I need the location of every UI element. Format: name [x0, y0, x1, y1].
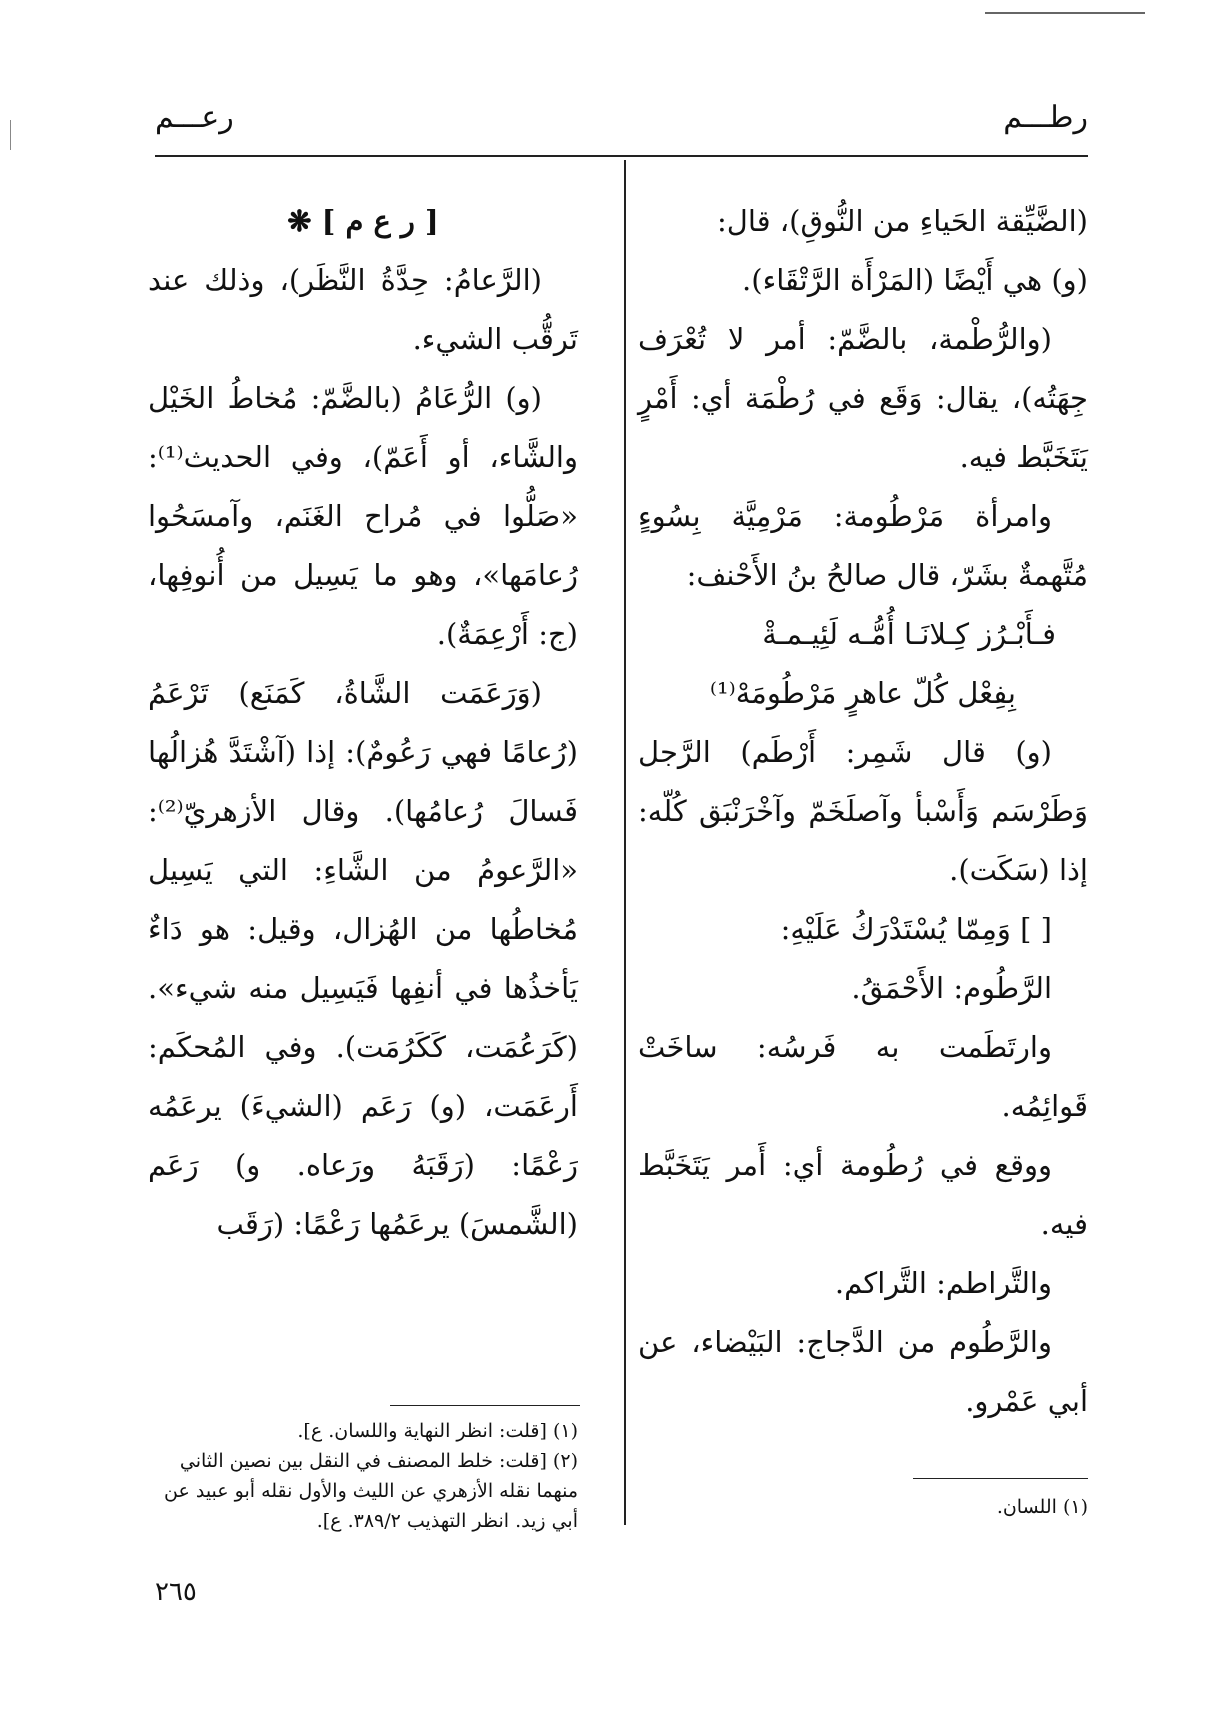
- paragraph: (و) قال شَمِر: أَرْطَم) الرَّجل وَطَرْسَم وَأَسْبأ وآصلَخَمّ وآخْرَنْبَق كُلّه: إذا (سَكَت).: [638, 735, 1088, 887]
- paragraph: (والرُّطْمة، بالضَّمّ: أمر لا تُعْرَف جِهَتُه)، يقال: وَقَع في رُطْمَة أي: أَمْرٍ يَتَخَبَّط فيه.: [638, 322, 1088, 474]
- paragraph: الرَّطُوم: الأَحْمَقُ.: [851, 971, 1052, 1005]
- footnote: (١) اللسان.: [996, 1496, 1088, 1518]
- footnote-rule-right: [913, 1478, 1088, 1479]
- footnotes-right: [638, 1492, 1088, 1522]
- right-column: [638, 192, 1088, 1431]
- paragraph: وارتَطَمت به فَرسُه: ساخَتْ قَوائِمُه.: [638, 1030, 1088, 1123]
- paragraph: (و) هي أَيْضًا (المَرْأَة الرَّتْقَاء).: [742, 263, 1088, 297]
- running-head-right: رطـــم: [1003, 100, 1088, 135]
- verse-line-1: فـأَبْـرُز كِـلانَـا أُمُّـه لَئِيـمـةْ: [762, 617, 1056, 651]
- top-edge-rule: [985, 12, 1145, 14]
- paragraph: ووقع في رُطُومة أي: أَمر يَتَخَبَّط فيه.: [638, 1148, 1088, 1241]
- paragraph: (و) الرُّعَامُ (بالضَّمّ: مُخاطُ الخَيْل والشَّاء، أو أَعَمّ)، وفي الحديث⁽¹⁾: «صَلُّوا في مُراح الغَنَم، وآمسَحُوا رُعامَها»، وهو ما يَسِيل من أُنوفِها، (ج: أَرْعِمَةٌ).: [148, 381, 578, 651]
- entry-title: [ ر ع م ] ❋: [287, 204, 439, 238]
- scan-edge-mark: [10, 120, 11, 150]
- left-column: [148, 192, 578, 1254]
- footnote: (١) [قلت: انظر النهاية واللسان. ع].: [297, 1420, 578, 1442]
- paragraph: والتَّراطم: التَّراكم.: [834, 1266, 1052, 1300]
- page-number: ٢٦٥: [155, 1577, 197, 1607]
- paragraph: (وَرَعَمَت الشَّاةُ، كَمَنَع) تَرْعَمُ (رُعامًا فهي رَعُومٌ): إذا (آشْتَدَّ هُزالُها فَسالَ رُعامُها). وقال الأزهريّ⁽²⁾: «الرَّعومُ من الشَّاءِ: التي يَسِيل مُخاطُها من الهُزال، وقيل: هو دَاءٌ يَأخذُها في أنفِها فَيَسِيل منه شيء». (كَرَعُمَت، كَكَرُمَت). وفي المُحكَم: أَرعَمَت، (و) رَعَم (الشيءَ) يرعَمُه رَعْمًا: (رَقَبَهُ ورَعاه. و) رَعَم (الشَّمسَ) يرعَمُها رَعْمًا: (رَقَب: [148, 676, 578, 1241]
- running-head-left: رعـــم: [155, 100, 234, 135]
- paragraph: (الرَّعامُ: حِدَّةُ النَّظَر)، وذلك عند تَرقُّب الشيء.: [148, 263, 578, 356]
- column-divider: [624, 160, 626, 1525]
- addendum-heading: [ ] وَمِمّا يُسْتَدْرَكُ عَلَيْهِ:: [780, 912, 1052, 946]
- paragraph: (الضَّيِّقة الحَياءِ من النُّوقِ)، قال:: [717, 204, 1088, 238]
- header-rule: [155, 155, 1088, 157]
- paragraph: والرَّطُوم من الدَّجاج: البَيْضاء، عن أبي عَمْرو.: [638, 1325, 1088, 1418]
- footnote-rule-left: [390, 1405, 580, 1406]
- paragraph: وامرأة مَرْطُومة: مَرْمِيَّة بِسُوءٍ مُتَّهمةٌ بشَرّ، قال صالحُ بنُ الأَحْنف:: [638, 499, 1088, 592]
- footnote: (٢) [قلت: خلط المصنف في النقل بين نصين الثاني منهما نقله الأزهري عن الليث والأول نقله أبو عبيد عن أبي زيد. انظر التهذيب ٣٨٩/٢. ع].: [164, 1450, 578, 1532]
- verse-line-2: بِفِعْل كُلّ عاهرٍ مَرْطُومَهْ⁽¹⁾: [709, 676, 1016, 710]
- footnotes-left: [148, 1416, 578, 1536]
